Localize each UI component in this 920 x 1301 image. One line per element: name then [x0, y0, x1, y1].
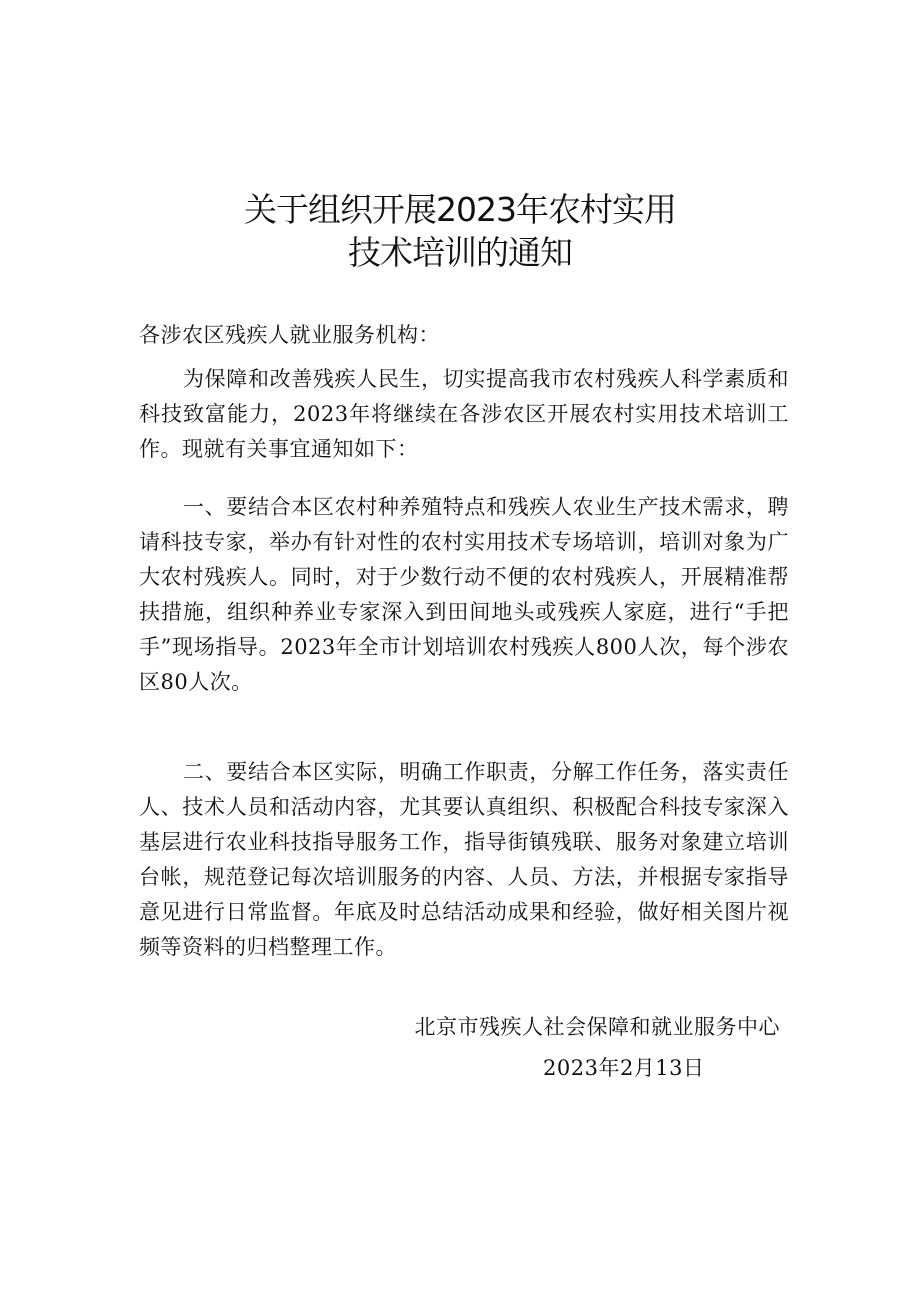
- document-title-line-2: 技术培训的通知: [348, 233, 572, 272]
- signature-organization: 北京市残疾人社会保障和就业服务中心: [414, 1015, 780, 1039]
- signature-date: 2023年2月13日: [543, 1056, 705, 1080]
- salutation: 各涉农区残疾人就业服务机构：: [139, 323, 440, 347]
- paragraph-intro: 为保障和改善残疾人民生，切实提高我市农村残疾人科学素质和科技致富能力，2023年将继续在各涉农区开展农村实用技术培训工作。现就有关事宜通知如下：: [139, 367, 789, 461]
- paragraph-item-1: 一、要结合本区农村种养殖特点和残疾人农业生产技术需求，聘请科技专家，举办有针对性的农村实用技术专场培训，培训对象为广大农村残疾人。同时，对于少数行动不便的农村残疾人，开展精准帮扶措施，组织种养业专家深入到田间地头或残疾人家庭，进行“手把手”现场指导。2023年全市计划培训农村残疾人800人次，每个涉农区80人次。: [139, 495, 789, 694]
- document-title-line-1: 关于组织开展2023年农村实用: [244, 190, 676, 229]
- paragraph-item-2: 二、要结合本区实际，明确工作职责，分解工作任务，落实责任人、技术人员和活动内容，尤其要认真组织、积极配合科技专家深入基层进行农业科技指导服务工作，指导街镇残联、服务对象建立培训台帐，规范登记每次培训服务的内容、人员、方法，并根据专家指导意见进行日常监督。年底及时总结活动成果和经验，做好相关图片视频等资料的归档整理工作。: [139, 760, 789, 959]
